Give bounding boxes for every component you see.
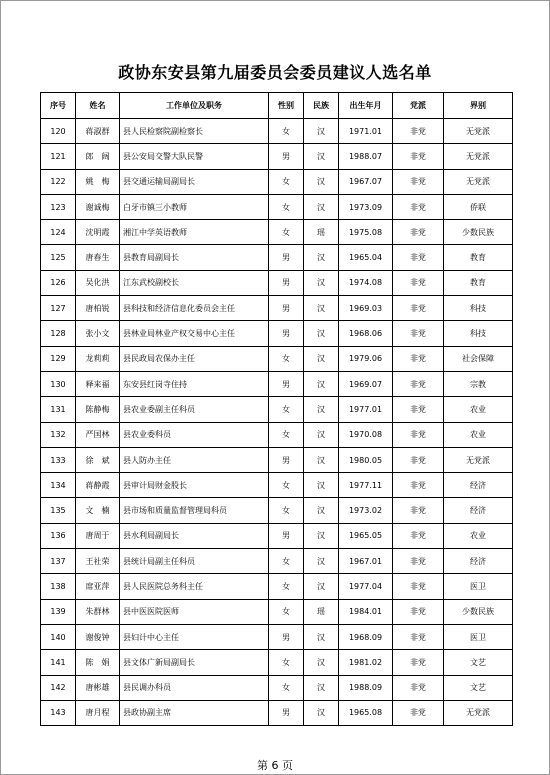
cell-workplace: 县妇计中心主任 [120,624,269,649]
cell-birth-date: 1981.02 [339,650,393,675]
cell-party: 非党 [393,675,444,700]
cell-party: 非党 [393,422,444,447]
cell-gender: 女 [269,119,304,144]
cell-birth-date: 1977.11 [339,473,393,498]
cell-name: 严国林 [76,422,120,447]
cell-birth-date: 1984.01 [339,599,393,624]
cell-ethnicity: 汉 [304,523,339,548]
cell-party: 非党 [393,169,444,194]
cell-workplace: 县交通运输局副局长 [120,169,269,194]
table-row [41,194,513,219]
cell-sector: 科技 [444,321,513,346]
header-sector: 界别 [444,93,513,119]
cell-name: 王社荣 [76,549,120,574]
table-row [41,523,513,548]
cell-party: 非党 [393,220,444,245]
cell-workplace: 县中医医院医师 [120,599,269,624]
cell-sector: 侨联 [444,194,513,219]
cell-ethnicity: 汉 [304,397,339,422]
table-header-row [41,93,513,119]
table-row [41,245,513,270]
header-workplace: 工作单位及职务 [120,93,269,119]
cell-party: 非党 [393,700,444,725]
table-row [41,296,513,321]
cell-party: 非党 [393,549,444,574]
cell-gender: 女 [269,346,304,371]
cell-gender: 男 [269,296,304,321]
cell-gender: 女 [269,599,304,624]
cell-birth-date: 1965.05 [339,523,393,548]
cell-gender: 女 [269,549,304,574]
table-row [41,574,513,599]
header-ethnicity: 民族 [304,93,339,119]
cell-party: 非党 [393,574,444,599]
cell-serial: 135 [41,498,76,523]
cell-birth-date: 1968.06 [339,321,393,346]
cell-sector: 少数民族 [444,599,513,624]
cell-gender: 女 [269,473,304,498]
cell-sector: 农业 [444,397,513,422]
table-row [41,346,513,371]
cell-ethnicity: 汉 [304,650,339,675]
cell-workplace: 白牙市镇三小教师 [120,194,269,219]
cell-name: 徐 斌 [76,447,120,472]
cell-sector: 文艺 [444,650,513,675]
cell-gender: 女 [269,675,304,700]
cell-ethnicity: 汉 [304,270,339,295]
cell-party: 非党 [393,523,444,548]
cell-gender: 男 [269,700,304,725]
cell-ethnicity: 汉 [304,498,339,523]
cell-birth-date: 1975.08 [339,220,393,245]
cell-ethnicity: 汉 [304,371,339,396]
cell-gender: 男 [269,624,304,649]
cell-serial: 127 [41,296,76,321]
cell-party: 非党 [393,144,444,169]
cell-serial: 121 [41,144,76,169]
cell-sector: 农业 [444,523,513,548]
cell-sector: 无党派 [444,119,513,144]
cell-serial: 134 [41,473,76,498]
cell-workplace: 县林业局林业产权交易中心主任 [120,321,269,346]
cell-birth-date: 1969.07 [339,371,393,396]
cell-gender: 女 [269,650,304,675]
cell-name: 唐春生 [76,245,120,270]
cell-ethnicity: 汉 [304,194,339,219]
cell-birth-date: 1970.08 [339,422,393,447]
cell-gender: 男 [269,523,304,548]
table-body [41,119,513,726]
cell-sector: 无党派 [444,700,513,725]
cell-ethnicity: 瑶 [304,599,339,624]
cell-ethnicity: 汉 [304,119,339,144]
cell-workplace: 县政协副主席 [120,700,269,725]
cell-ethnicity: 汉 [304,675,339,700]
cell-party: 非党 [393,397,444,422]
table-row [41,144,513,169]
table-row [41,220,513,245]
cell-birth-date: 1980.05 [339,447,393,472]
cell-serial: 123 [41,194,76,219]
cell-sector: 无党派 [444,447,513,472]
cell-name: 陈 娟 [76,650,120,675]
header-gender: 性别 [269,93,304,119]
cell-serial: 136 [41,523,76,548]
cell-name: 唐周于 [76,523,120,548]
cell-birth-date: 1977.04 [339,574,393,599]
cell-ethnicity: 汉 [304,422,339,447]
cell-name: 龙莉莉 [76,346,120,371]
cell-party: 非党 [393,498,444,523]
cell-workplace: 县农业委副主任科员 [120,397,269,422]
cell-ethnicity: 汉 [304,321,339,346]
table-row [41,599,513,624]
header-serial: 序号 [41,93,76,119]
cell-sector: 教育 [444,245,513,270]
page-number: 第 6 页 [257,759,293,772]
cell-sector: 无党派 [444,169,513,194]
cell-name: 释来福 [76,371,120,396]
cell-ethnicity: 汉 [304,549,339,574]
cell-name: 陈静梅 [76,397,120,422]
cell-name: 郎 阔 [76,144,120,169]
cell-name: 姚 梅 [76,169,120,194]
document-title: 政协东安县第九届委员会委员建议人选名单 [118,63,432,82]
cell-sector: 医卫 [444,574,513,599]
cell-birth-date: 1973.09 [339,194,393,219]
cell-sector: 少数民族 [444,220,513,245]
header-party: 党派 [393,93,444,119]
cell-serial: 125 [41,245,76,270]
cell-birth-date: 1977.01 [339,397,393,422]
cell-sector: 宗教 [444,371,513,396]
cell-party: 非党 [393,245,444,270]
cell-name: 唐彬雄 [76,675,120,700]
cell-sector: 文艺 [444,675,513,700]
cell-gender: 男 [269,371,304,396]
cell-sector: 经济 [444,549,513,574]
cell-birth-date: 1971.01 [339,119,393,144]
cell-workplace: 湘江中学英语教师 [120,220,269,245]
cell-gender: 男 [269,270,304,295]
cell-workplace: 县审计局财金股长 [120,473,269,498]
cell-party: 非党 [393,624,444,649]
cell-birth-date: 1988.07 [339,144,393,169]
cell-workplace: 县教育局副局长 [120,245,269,270]
table-row [41,675,513,700]
cell-name: 蒋淑群 [76,119,120,144]
cell-workplace: 县水利局副局长 [120,523,269,548]
cell-sector: 经济 [444,473,513,498]
cell-ethnicity: 瑶 [304,220,339,245]
cell-name: 张小文 [76,321,120,346]
table-row [41,650,513,675]
cell-name: 文 楠 [76,498,120,523]
table-row [41,624,513,649]
cell-party: 非党 [393,371,444,396]
cell-workplace: 东安县红岗寺住持 [120,371,269,396]
cell-workplace: 县文体广新局副局长 [120,650,269,675]
cell-ethnicity: 汉 [304,473,339,498]
table-row [41,270,513,295]
cell-serial: 133 [41,447,76,472]
cell-sector: 教育 [444,270,513,295]
cell-serial: 143 [41,700,76,725]
cell-ethnicity: 汉 [304,346,339,371]
cell-workplace: 县统计局副主任科员 [120,549,269,574]
cell-party: 非党 [393,346,444,371]
table-row [41,371,513,396]
cell-party: 非党 [393,296,444,321]
cell-birth-date: 1965.04 [339,245,393,270]
cell-party: 非党 [393,599,444,624]
cell-name: 吴化洪 [76,270,120,295]
cell-gender: 男 [269,144,304,169]
cell-gender: 女 [269,574,304,599]
cell-party: 非党 [393,194,444,219]
cell-workplace: 县民政局农保办主任 [120,346,269,371]
cell-sector: 医卫 [444,624,513,649]
cell-ethnicity: 汉 [304,296,339,321]
header-name: 姓名 [76,93,120,119]
cell-serial: 124 [41,220,76,245]
cell-serial: 138 [41,574,76,599]
cell-gender: 男 [269,321,304,346]
cell-serial: 131 [41,397,76,422]
cell-birth-date: 1967.01 [339,549,393,574]
cell-birth-date: 1968.09 [339,624,393,649]
cell-name: 谢俊钟 [76,624,120,649]
cell-name: 唐月程 [76,700,120,725]
cell-gender: 女 [269,498,304,523]
cell-birth-date: 1969.03 [339,296,393,321]
cell-name: 沈明霞 [76,220,120,245]
cell-sector: 社会保障 [444,346,513,371]
cell-party: 非党 [393,321,444,346]
table-row [41,700,513,725]
table-row [41,321,513,346]
cell-serial: 141 [41,650,76,675]
cell-sector: 无党派 [444,144,513,169]
cell-birth-date: 1967.07 [339,169,393,194]
cell-serial: 132 [41,422,76,447]
cell-workplace: 县人民医院总务科主任 [120,574,269,599]
cell-gender: 男 [269,245,304,270]
cell-serial: 130 [41,371,76,396]
cell-ethnicity: 汉 [304,169,339,194]
cell-party: 非党 [393,447,444,472]
table-row [41,549,513,574]
cell-sector: 科技 [444,296,513,321]
table-row [41,169,513,194]
table-row [41,397,513,422]
cell-workplace: 县市场和质量监督管理局科员 [120,498,269,523]
cell-serial: 126 [41,270,76,295]
cell-serial: 122 [41,169,76,194]
cell-name: 唐柏锐 [76,296,120,321]
header-birth-date: 出生年月 [339,93,393,119]
cell-workplace: 县人民检察院副检察长 [120,119,269,144]
table-row [41,447,513,472]
cell-name: 蒋静霞 [76,473,120,498]
cell-gender: 女 [269,194,304,219]
cell-sector: 经济 [444,498,513,523]
cell-party: 非党 [393,270,444,295]
table-row [41,498,513,523]
cell-serial: 142 [41,675,76,700]
cell-workplace: 县民调办科员 [120,675,269,700]
cell-ethnicity: 汉 [304,700,339,725]
cell-ethnicity: 汉 [304,447,339,472]
cell-party: 非党 [393,119,444,144]
cell-sector: 农业 [444,422,513,447]
candidate-table [40,92,513,726]
cell-birth-date: 1974.08 [339,270,393,295]
table-row [41,422,513,447]
cell-ethnicity: 汉 [304,144,339,169]
cell-serial: 128 [41,321,76,346]
cell-name: 席亚萍 [76,574,120,599]
cell-serial: 120 [41,119,76,144]
cell-gender: 女 [269,397,304,422]
cell-gender: 女 [269,169,304,194]
cell-gender: 女 [269,220,304,245]
cell-serial: 140 [41,624,76,649]
cell-ethnicity: 汉 [304,624,339,649]
cell-workplace: 县农业委科员 [120,422,269,447]
cell-gender: 男 [269,447,304,472]
cell-serial: 137 [41,549,76,574]
cell-birth-date: 1988.09 [339,675,393,700]
cell-party: 非党 [393,473,444,498]
cell-birth-date: 1973.02 [339,498,393,523]
cell-ethnicity: 汉 [304,245,339,270]
cell-birth-date: 1965.08 [339,700,393,725]
cell-workplace: 县公安局交警大队民警 [120,144,269,169]
table-row [41,119,513,144]
cell-workplace: 县人防办主任 [120,447,269,472]
cell-serial: 129 [41,346,76,371]
cell-name: 谢诚梅 [76,194,120,219]
cell-workplace: 江东武校副校长 [120,270,269,295]
table-row [41,473,513,498]
cell-name: 朱群林 [76,599,120,624]
cell-workplace: 县科技和经济信息化委员会主任 [120,296,269,321]
cell-ethnicity: 汉 [304,574,339,599]
cell-gender: 女 [269,422,304,447]
cell-serial: 139 [41,599,76,624]
cell-party: 非党 [393,650,444,675]
cell-birth-date: 1979.06 [339,346,393,371]
